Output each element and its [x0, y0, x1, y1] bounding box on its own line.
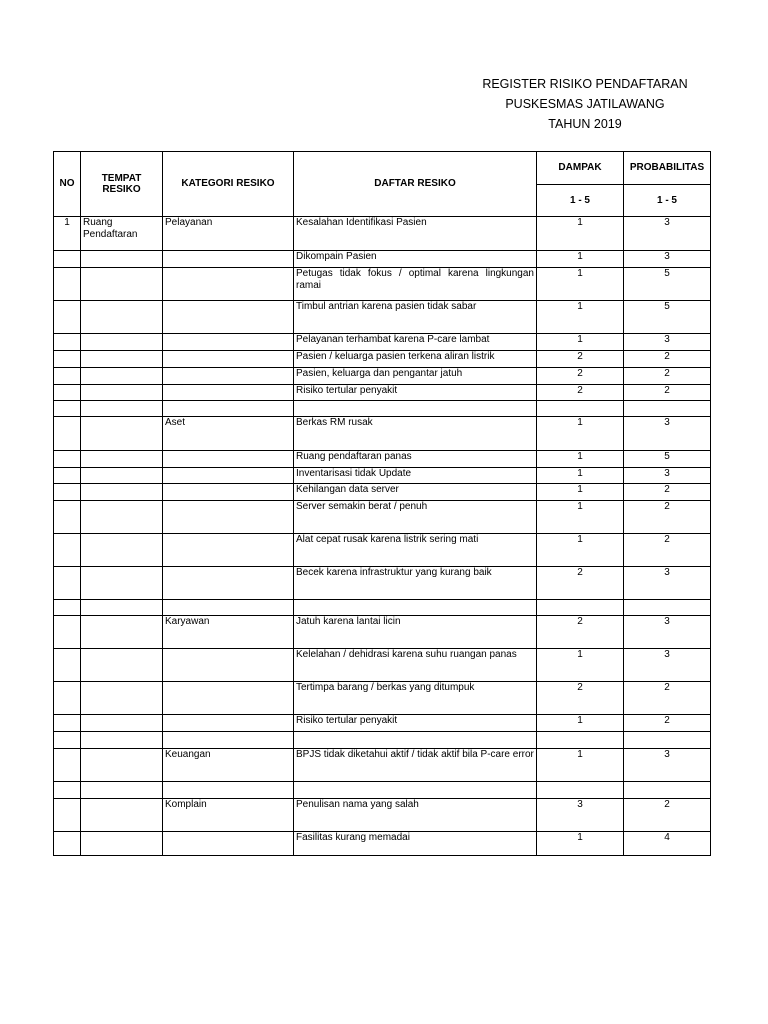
cell-tempat-resiko	[81, 567, 163, 600]
cell-no	[54, 649, 81, 682]
cell-no	[54, 682, 81, 715]
cell-dampak: 1	[537, 749, 624, 782]
cell-dampak: 1	[537, 832, 624, 856]
cell-dampak: 1	[537, 451, 624, 468]
cell-no	[54, 401, 81, 417]
cell-probabilitas: 2	[624, 534, 711, 567]
cell-probabilitas: 5	[624, 301, 711, 334]
cell-tempat-resiko	[81, 732, 163, 749]
cell-dampak	[537, 732, 624, 749]
cell-tempat-resiko	[81, 832, 163, 856]
cell-daftar-resiko: Ruang pendaftaran panas	[294, 451, 537, 468]
table-row	[54, 368, 711, 385]
title-line-3: TAHUN 2019	[548, 117, 622, 131]
cell-no	[54, 600, 81, 616]
table-row	[54, 417, 711, 451]
cell-dampak: 1	[537, 417, 624, 451]
cell-dampak: 1	[537, 715, 624, 732]
table-row	[54, 534, 711, 567]
cell-no	[54, 749, 81, 782]
cell-no	[54, 385, 81, 401]
cell-dampak: 1	[537, 217, 624, 251]
cell-no	[54, 501, 81, 534]
cell-daftar-resiko: Kelelahan / dehidrasi karena suhu ruangan panas	[294, 649, 537, 682]
header-no: NO	[54, 152, 81, 217]
cell-daftar-resiko	[294, 600, 537, 616]
table-row	[54, 484, 711, 501]
table-row	[54, 385, 711, 401]
cell-probabilitas: 3	[624, 468, 711, 484]
cell-kategori-resiko	[163, 268, 294, 301]
cell-probabilitas	[624, 401, 711, 417]
cell-dampak: 1	[537, 301, 624, 334]
cell-no	[54, 451, 81, 468]
cell-tempat-resiko	[81, 682, 163, 715]
cell-dampak: 2	[537, 385, 624, 401]
cell-no	[54, 534, 81, 567]
cell-daftar-resiko: Kesalahan Identifikasi Pasien	[294, 217, 537, 251]
cell-no	[54, 715, 81, 732]
table-body	[54, 217, 711, 856]
header-tempat-resiko: TEMPAT RESIKO	[81, 152, 163, 217]
cell-dampak: 2	[537, 682, 624, 715]
cell-tempat-resiko	[81, 451, 163, 468]
table-row	[54, 334, 711, 351]
cell-kategori-resiko	[163, 534, 294, 567]
cell-probabilitas: 3	[624, 217, 711, 251]
table-row	[54, 351, 711, 368]
cell-daftar-resiko: Risiko tertular penyakit	[294, 715, 537, 732]
cell-daftar-resiko: Jatuh karena lantai licin	[294, 616, 537, 649]
header-dampak-scale: 1 - 5	[537, 185, 624, 217]
title-line-2: PUSKESMAS JATILAWANG	[505, 97, 665, 111]
cell-no	[54, 334, 81, 351]
cell-tempat-resiko	[81, 616, 163, 649]
table-row	[54, 649, 711, 682]
cell-probabilitas: 2	[624, 682, 711, 715]
table-row	[54, 268, 711, 301]
cell-probabilitas: 3	[624, 649, 711, 682]
cell-no	[54, 417, 81, 451]
cell-daftar-resiko: Pasien, keluarga dan pengantar jatuh	[294, 368, 537, 385]
cell-no	[54, 301, 81, 334]
header-kategori-resiko: KATEGORI RESIKO	[163, 152, 294, 217]
cell-tempat-resiko	[81, 501, 163, 534]
cell-tempat-resiko	[81, 301, 163, 334]
cell-probabilitas: 3	[624, 251, 711, 268]
cell-no	[54, 468, 81, 484]
cell-dampak: 1	[537, 484, 624, 501]
cell-daftar-resiko: Pasien / keluarga pasien terkena aliran listrik	[294, 351, 537, 368]
cell-dampak: 1	[537, 468, 624, 484]
cell-probabilitas: 3	[624, 616, 711, 649]
cell-dampak	[537, 401, 624, 417]
cell-probabilitas	[624, 732, 711, 749]
cell-kategori-resiko	[163, 649, 294, 682]
table-row	[54, 600, 711, 616]
cell-dampak: 1	[537, 334, 624, 351]
cell-no	[54, 832, 81, 856]
cell-daftar-resiko	[294, 782, 537, 799]
cell-dampak: 1	[537, 251, 624, 268]
cell-probabilitas: 2	[624, 715, 711, 732]
cell-daftar-resiko: Alat cepat rusak karena listrik sering mati	[294, 534, 537, 567]
cell-daftar-resiko: Fasilitas kurang memadai	[294, 832, 537, 856]
cell-tempat-resiko	[81, 368, 163, 385]
cell-tempat-resiko	[81, 417, 163, 451]
cell-kategori-resiko	[163, 782, 294, 799]
cell-daftar-resiko: Dikompain Pasien	[294, 251, 537, 268]
cell-kategori-resiko	[163, 682, 294, 715]
cell-kategori-resiko	[163, 715, 294, 732]
table-row	[54, 451, 711, 468]
cell-probabilitas: 3	[624, 417, 711, 451]
cell-kategori-resiko	[163, 832, 294, 856]
cell-daftar-resiko: Penulisan nama yang salah	[294, 799, 537, 832]
cell-tempat-resiko	[81, 385, 163, 401]
cell-tempat-resiko	[81, 351, 163, 368]
cell-probabilitas	[624, 600, 711, 616]
cell-probabilitas: 2	[624, 501, 711, 534]
cell-daftar-resiko: Pelayanan terhambat karena P-care lambat	[294, 334, 537, 351]
cell-probabilitas: 2	[624, 484, 711, 501]
cell-no	[54, 368, 81, 385]
cell-daftar-resiko	[294, 732, 537, 749]
cell-probabilitas: 3	[624, 749, 711, 782]
cell-probabilitas: 2	[624, 385, 711, 401]
cell-no	[54, 351, 81, 368]
risk-register-table	[53, 151, 711, 856]
cell-tempat-resiko	[81, 484, 163, 501]
cell-daftar-resiko: Kehilangan data server	[294, 484, 537, 501]
cell-probabilitas: 5	[624, 451, 711, 468]
cell-kategori-resiko	[163, 468, 294, 484]
header-probabilitas: PROBABILITAS	[624, 152, 711, 185]
cell-tempat-resiko	[81, 251, 163, 268]
table-row	[54, 832, 711, 856]
table-row	[54, 501, 711, 534]
cell-daftar-resiko: Tertimpa barang / berkas yang ditumpuk	[294, 682, 537, 715]
table-row	[54, 782, 711, 799]
cell-dampak: 1	[537, 501, 624, 534]
cell-no	[54, 251, 81, 268]
cell-no: 1	[54, 217, 81, 251]
cell-tempat-resiko	[81, 468, 163, 484]
cell-kategori-resiko	[163, 501, 294, 534]
cell-probabilitas: 5	[624, 268, 711, 301]
cell-kategori-resiko	[163, 567, 294, 600]
cell-daftar-resiko	[294, 401, 537, 417]
cell-no	[54, 782, 81, 799]
cell-kategori-resiko	[163, 351, 294, 368]
cell-kategori-resiko	[163, 251, 294, 268]
cell-kategori-resiko	[163, 732, 294, 749]
cell-tempat-resiko	[81, 401, 163, 417]
cell-probabilitas: 2	[624, 351, 711, 368]
cell-tempat-resiko	[81, 534, 163, 567]
cell-dampak: 2	[537, 567, 624, 600]
cell-dampak: 2	[537, 368, 624, 385]
cell-tempat-resiko	[81, 799, 163, 832]
cell-daftar-resiko: BPJS tidak diketahui aktif / tidak aktif bila P-care error	[294, 749, 537, 782]
cell-kategori-resiko: Pelayanan	[163, 217, 294, 251]
table-row	[54, 715, 711, 732]
cell-probabilitas: 2	[624, 799, 711, 832]
table-row	[54, 401, 711, 417]
cell-daftar-resiko: Timbul antrian karena pasien tidak sabar	[294, 301, 537, 334]
cell-kategori-resiko: Karyawan	[163, 616, 294, 649]
cell-tempat-resiko	[81, 749, 163, 782]
cell-tempat-resiko: Ruang Pendaftaran	[81, 217, 163, 251]
cell-kategori-resiko: Aset	[163, 417, 294, 451]
cell-probabilitas	[624, 782, 711, 799]
cell-daftar-resiko: Risiko tertular penyakit	[294, 385, 537, 401]
cell-no	[54, 484, 81, 501]
table-row	[54, 732, 711, 749]
table-row	[54, 217, 711, 251]
table-row	[54, 749, 711, 782]
cell-kategori-resiko: Komplain	[163, 799, 294, 832]
table-row	[54, 301, 711, 334]
cell-tempat-resiko	[81, 334, 163, 351]
table-row	[54, 616, 711, 649]
cell-dampak: 2	[537, 616, 624, 649]
cell-tempat-resiko	[81, 649, 163, 682]
cell-daftar-resiko: Berkas RM rusak	[294, 417, 537, 451]
cell-probabilitas: 4	[624, 832, 711, 856]
cell-dampak: 1	[537, 649, 624, 682]
cell-probabilitas: 3	[624, 567, 711, 600]
cell-no	[54, 616, 81, 649]
cell-kategori-resiko	[163, 484, 294, 501]
header-daftar-resiko: DAFTAR RESIKO	[294, 152, 537, 217]
cell-tempat-resiko	[81, 715, 163, 732]
cell-kategori-resiko	[163, 385, 294, 401]
cell-kategori-resiko	[163, 600, 294, 616]
table-row	[54, 468, 711, 484]
cell-dampak: 3	[537, 799, 624, 832]
cell-kategori-resiko: Keuangan	[163, 749, 294, 782]
cell-dampak	[537, 782, 624, 799]
table-row	[54, 567, 711, 600]
cell-tempat-resiko	[81, 782, 163, 799]
document-title	[440, 74, 730, 134]
cell-dampak	[537, 600, 624, 616]
cell-kategori-resiko	[163, 334, 294, 351]
cell-daftar-resiko: Becek karena infrastruktur yang kurang baik	[294, 567, 537, 600]
title-line-1: REGISTER RISIKO PENDAFTARAN	[482, 77, 688, 91]
cell-no	[54, 567, 81, 600]
cell-no	[54, 732, 81, 749]
table-row	[54, 251, 711, 268]
cell-dampak: 2	[537, 351, 624, 368]
table-row	[54, 682, 711, 715]
cell-dampak: 1	[537, 268, 624, 301]
cell-kategori-resiko	[163, 451, 294, 468]
cell-kategori-resiko	[163, 368, 294, 385]
cell-kategori-resiko	[163, 301, 294, 334]
cell-daftar-resiko: Server semakin berat / penuh	[294, 501, 537, 534]
cell-probabilitas: 3	[624, 334, 711, 351]
header-dampak: DAMPAK	[537, 152, 624, 185]
cell-daftar-resiko: Inventarisasi tidak Update	[294, 468, 537, 484]
cell-dampak: 1	[537, 534, 624, 567]
cell-daftar-resiko: Petugas tidak fokus / optimal karena lingkungan ramai	[294, 268, 537, 301]
table-row	[54, 799, 711, 832]
header-probabilitas-scale: 1 - 5	[624, 185, 711, 217]
cell-kategori-resiko	[163, 401, 294, 417]
cell-probabilitas: 2	[624, 368, 711, 385]
cell-tempat-resiko	[81, 268, 163, 301]
cell-no	[54, 268, 81, 301]
cell-tempat-resiko	[81, 600, 163, 616]
cell-no	[54, 799, 81, 832]
